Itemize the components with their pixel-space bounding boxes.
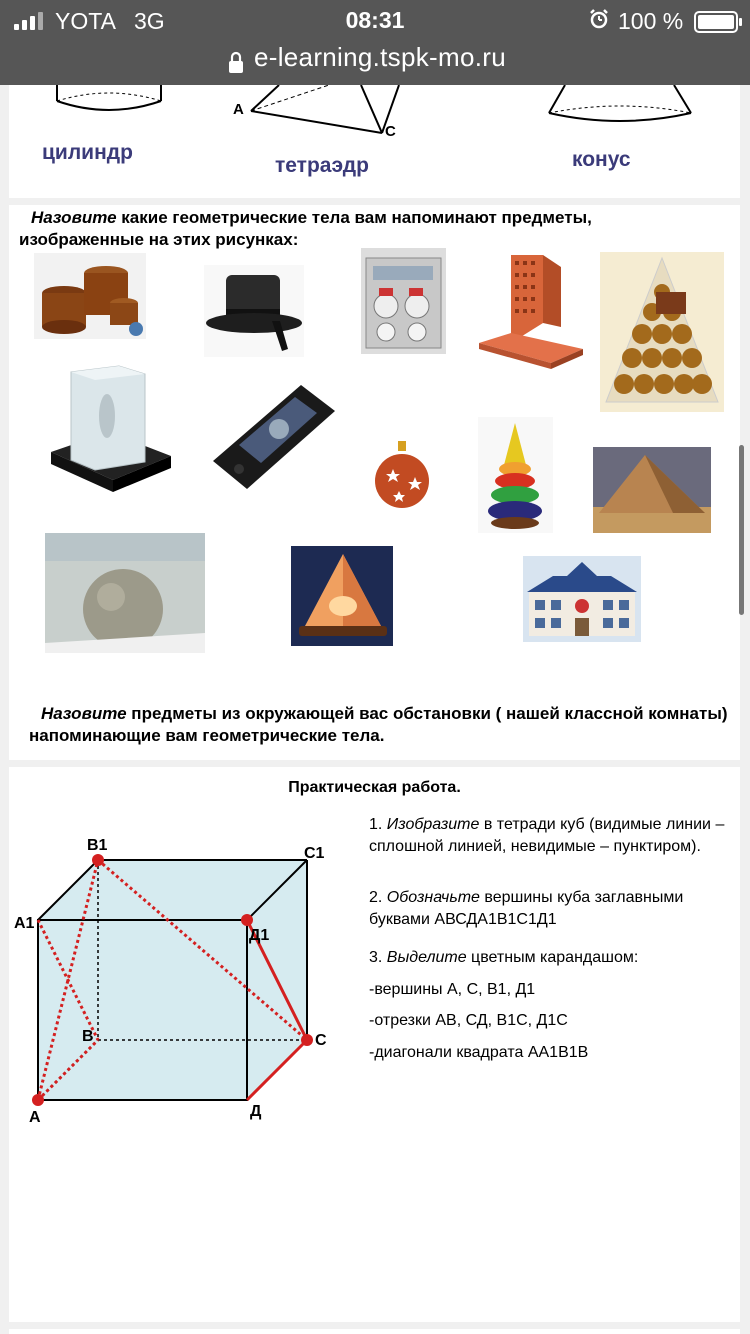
task-verb: Обозначьте (386, 889, 480, 906)
photo-brick (471, 253, 589, 369)
question-surroundings (29, 703, 729, 747)
status-bar (0, 0, 750, 40)
next-card (9, 1329, 740, 1334)
vertex-a1-label: А1 (14, 915, 35, 932)
question-text: предметы из окружающей вас обстановки ( нашей классной комнаты) напоминающие вам геометрические тела. (29, 704, 728, 745)
photo-machine (361, 248, 446, 354)
photo-top-hat (204, 265, 304, 357)
url-text[interactable]: e-learning.tspk-mo.ru (254, 42, 506, 72)
vertex-d-label: Д (250, 1103, 262, 1120)
question-text: какие геометрические тела вам напоминают предметы, изображенные на этих рисунках: (19, 208, 592, 249)
task-3-sub-2: -отрезки АВ, СД, В1С, Д1С (369, 1012, 568, 1029)
carrier-name: YOTA (55, 8, 116, 34)
task-1 (369, 814, 739, 858)
photo-crystal-block (49, 360, 174, 500)
task-text: в тетради куб (видимые линии – сплошной линией, невидимые – пунктиром). (369, 816, 725, 855)
photo-building (523, 556, 641, 642)
vertex-a-label: А (29, 1109, 41, 1126)
task-number: 3. (369, 949, 387, 966)
cone-label: конус (572, 148, 631, 171)
battery-percentage: 100 % (618, 8, 684, 34)
vertex-b-label: В (82, 1028, 94, 1045)
vertex-b1-label: В1 (87, 837, 108, 854)
task-verb: Изобразите (386, 816, 480, 833)
page-content (0, 85, 750, 1334)
shapes-card (9, 85, 740, 198)
task-3-sub-3: -диагонали квадрата АА1В1В (369, 1044, 589, 1061)
clock: 08:31 (345, 7, 405, 33)
photo-stone-sphere (45, 533, 205, 653)
photo-ornament-ball (371, 437, 433, 515)
photo-salt-lamp (291, 546, 393, 646)
tetrahedron-label: тетраэдр (275, 154, 369, 177)
cylinder-label: цилиндр (42, 141, 133, 164)
photo-media-player (209, 381, 339, 496)
photo-wooden-boxes (34, 253, 146, 339)
task-text: вершины куба заглавными буквами АВСДА1В1С1Д1 (369, 889, 684, 928)
task-number: 1. (369, 816, 387, 833)
vertex-a-label: A (233, 101, 244, 118)
task-number: 2. (369, 889, 387, 906)
task-2 (369, 887, 739, 931)
photo-candy-cone (600, 252, 724, 412)
lock-icon (228, 50, 244, 74)
vertex-c-label: C (385, 123, 396, 140)
photo-egypt-pyramid (593, 447, 711, 533)
practical-card (9, 767, 740, 1322)
browser-chrome (0, 0, 750, 85)
battery-icon (694, 11, 738, 33)
question-objects (19, 207, 719, 251)
alarm-icon (589, 9, 609, 29)
task-text: цветным карандашом: (466, 949, 639, 966)
address-bar[interactable] (0, 40, 750, 85)
cube-diagram (9, 817, 369, 1137)
network-type: 3G (134, 8, 165, 34)
objects-card (9, 205, 740, 760)
photo-toy-pyramid (478, 417, 553, 533)
practical-title: Практическая работа. (288, 779, 461, 796)
task-3-sub-1: -вершины А, С, В1, Д1 (369, 981, 536, 998)
vertex-c1-label: С1 (304, 845, 325, 862)
question-verb: Назовите (41, 704, 127, 723)
vertex-d1-label: Д1 (249, 927, 270, 944)
task-3 (369, 947, 739, 969)
vertex-c-label: С (315, 1032, 327, 1049)
task-verb: Выделите (386, 949, 467, 966)
scrollbar[interactable] (739, 445, 744, 615)
question-verb: Назовите (31, 208, 117, 227)
